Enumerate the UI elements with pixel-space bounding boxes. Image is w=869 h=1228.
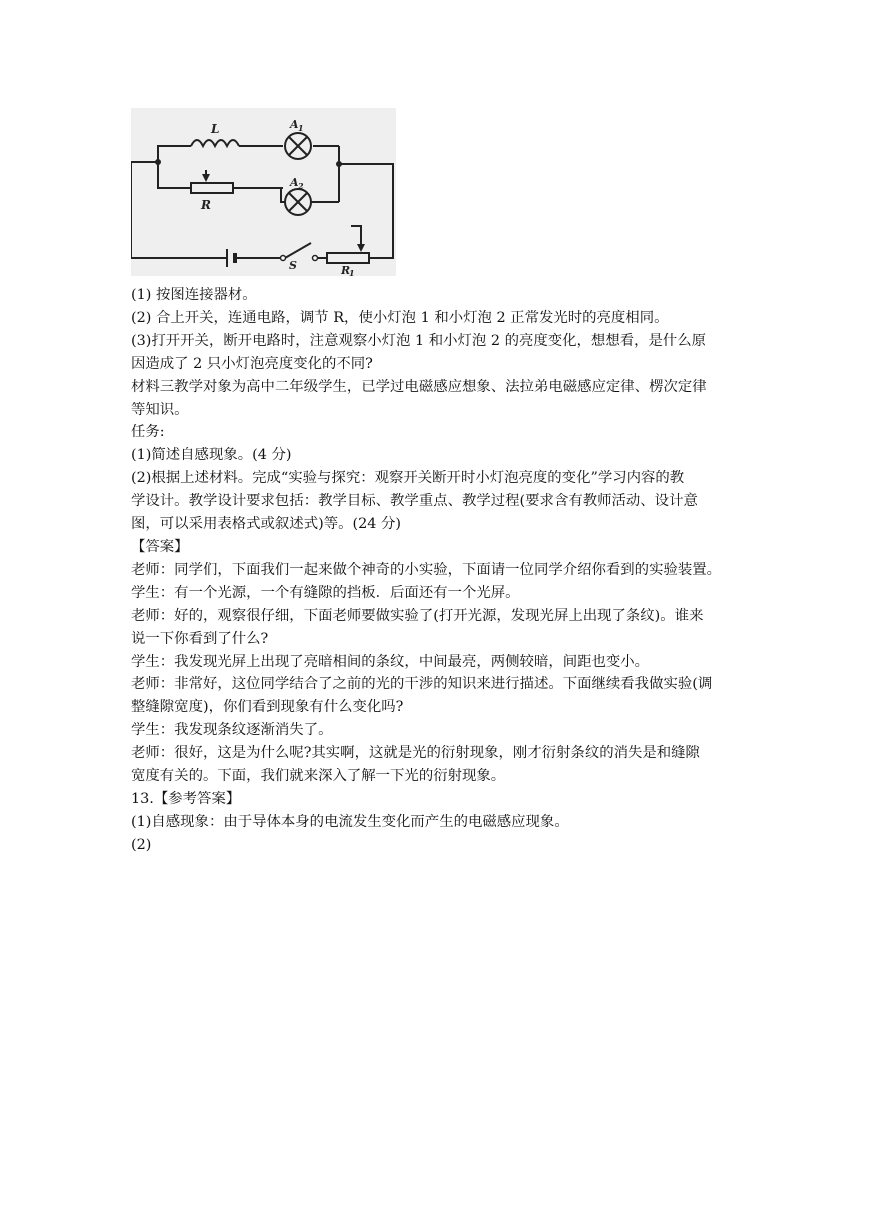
- label-l: L: [211, 122, 220, 136]
- dialogue-line: 老师：非常好，这位同学结合了之前的光的干涉的知识来进行描述。下面继续看我做实验(调: [131, 676, 713, 693]
- dialogue-line: 宽度有关的。下面，我们就来深入了解一下光的衍射现象。: [131, 768, 506, 785]
- dialogue-line: 老师：很好，这是为什么呢?其实啊，这就是光的衍射现象，刚才衍射条纹的消失是和缝隙: [131, 745, 700, 762]
- step-3: (3)打开开关，断开电路时，注意观察小灯泡 1 和小灯泡 2 的亮度变化，想想看，是什么原: [131, 332, 707, 349]
- circuit-svg: [131, 108, 396, 276]
- label-a1: A: [290, 118, 299, 131]
- circuit-diagram: [131, 108, 396, 276]
- dialogue-line: 老师：好的，观察很仔细，下面老师要做实验了(打开光源，发现光屏上出现了条纹)。谁来: [131, 607, 704, 624]
- task-1: (1)简述自感现象。(4 分): [131, 447, 292, 464]
- dialogue-line: 老师：同学们，下面我们一起来做个神奇的小实验，下面请一位同学介绍你看到的实验装置。: [131, 561, 722, 578]
- step-1: (1) 按图连接器材。: [131, 287, 257, 303]
- label-a1-sub: 1: [298, 123, 304, 133]
- dialogue-line: 学生：我发现条纹逐渐消失了。: [131, 722, 333, 739]
- task-heading: 任务:: [131, 424, 165, 441]
- reference-answer-2: (2): [131, 836, 152, 853]
- label-r1-sub: 1: [349, 268, 355, 276]
- step-2: (2) 合上开关，连通电路，调节 R，使小灯泡 1 和小灯泡 2 正常发光时的亮度相同。: [131, 309, 669, 326]
- dialogue-line: 学生：我发现光屏上出现了亮暗相间的条纹，中间最亮，两侧较暗，间距也变小。: [131, 653, 650, 670]
- reference-answer-heading: 13.【参考答案】: [131, 790, 241, 807]
- dialogue-line: 整缝隙宽度)，你们看到现象有什么变化吗?: [131, 699, 404, 716]
- material-3-cont: 等知识。: [131, 401, 189, 418]
- task-2: (2)根据上述材料。完成“实验与探究：观察开关断开时小灯泡亮度的变化”学习内容的教: [131, 470, 685, 487]
- label-r1: R: [341, 264, 351, 276]
- label-a2: A: [290, 176, 299, 189]
- answer-heading: 【答案】: [131, 538, 189, 555]
- label-r: R: [201, 198, 211, 212]
- step-3-cont: 因造成了 2 只小灯泡亮度变化的不同?: [131, 355, 373, 372]
- task-2-cont-2: 图，可以采用表格式或叙述式)等。(24 分): [131, 516, 401, 533]
- label-s: S: [289, 259, 297, 272]
- document-body: [131, 284, 741, 857]
- dialogue-line: 说一下你看到了什么?: [131, 630, 269, 647]
- material-3: 材料三教学对象为高中二年级学生，已学过电磁感应想象、法拉弟电磁感应定律、楞次定律: [131, 378, 707, 395]
- reference-answer-1: (1)自感现象：由于导体本身的电流发生变化而产生的电磁感应现象。: [131, 813, 569, 830]
- dialogue-line: 学生：有一个光源，一个有缝隙的挡板．后面还有一个光屏。: [131, 584, 520, 601]
- label-a2-sub: 2: [298, 181, 304, 191]
- task-2-cont-1: 学设计。教学设计要求包括：教学目标、教学重点、教学过程(要求含有教师活动、设计意: [131, 493, 698, 510]
